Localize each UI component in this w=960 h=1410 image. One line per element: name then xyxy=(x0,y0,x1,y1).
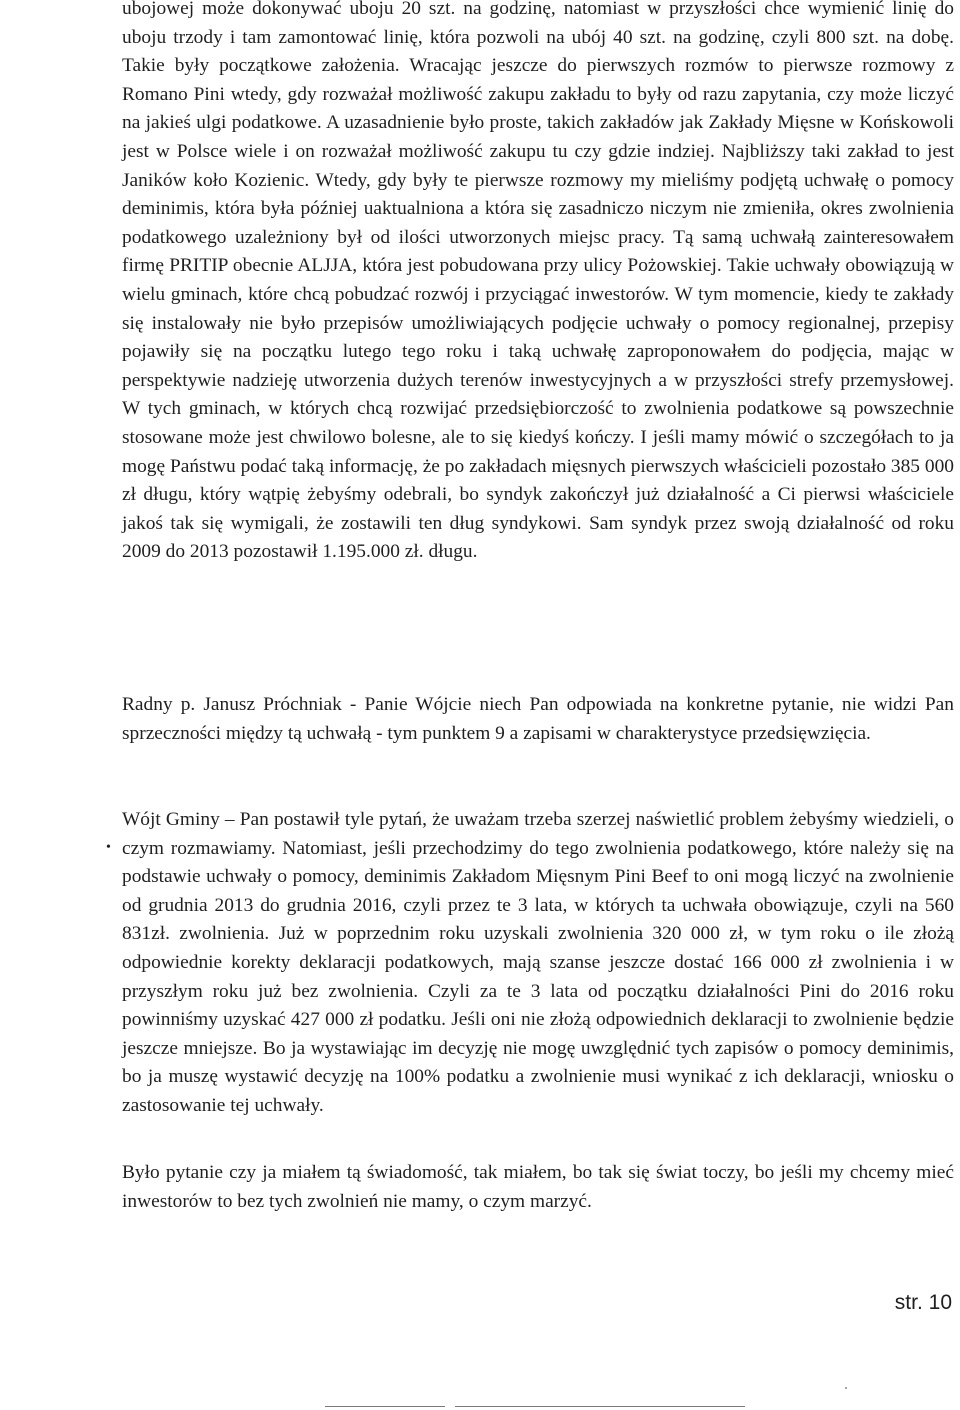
scan-edge-line xyxy=(325,1406,445,1407)
paragraph-wojt-continuation: ubojowej może dokonywać uboju 20 szt. na godzinę, natomiast w przyszłości chce wymienić linię do uboju trzody i tam zamontować linię, która pozwoli na ubój 40 szt. na godzinę, czyli 800 szt. na dobę. Takie były początkowe założenia. Wracając jeszcze do pierwszych rozmów to pierwsze rozmowy z Romano Pini wtedy, gdy rozważał możliwość zakupu zakładu to były od razu zapytania, czy może liczyć na jakieś ulgi podatkowe. A uzasadnienie było proste, takich zakładów jak Zakłady Mięsne w Końskowoli jest w Polsce wiele i on rozważał możliwość zakupu tu czy gdzie indziej. Najbliższy taki zakład to jest Janików koło Kozienic. Wtedy, gdy były te pierwsze rozmowy my mieliśmy podjętą uchwałę o pomocy deminimis, która była później uaktualniona a która się zasadniczo niczym nie zmieniła, okres zwolnienia podatkowego uzależniony był od ilości utworzonych miejsc pracy. Tą samą uchwałą zainteresowałem firmę PRITIP obecnie ALJJA, która jest pobudowana przy ulicy Pożowskiej. Takie uchwały obowiązują w wielu gminach, które chcą pobudzać rozwój i przyciągać inwestorów. W tym momencie, kiedy te zakłady się instalowały nie było przepisów umożliwiających podjęcie uchwały o pomocy regionalnej, przepisy pojawiły się na początku lutego tego roku i taką uchwałę zaproponowałem do podjęcia, mając w perspektywie nadzieję utworzenia dużych terenów inwestycyjnych a w przyszłości strefy przemysłowej. W tych gminach, w których chcą rozwijać przedsiębiorczość to zwolnienia podatkowe są powszechnie stosowane może jest chwilowo bolesne, ale to się kiedyś kończy. I jeśli mamy mówić o szczegółach to ja mogę Państwu podać taką informację, że po zakładach mięsnych pierwszych właścicieli pozostało 385 000 zł długu, który wątpię żebyśmy odebrali, bo syndyk zakończył już działalność a Ci pierwsi właściciele jakoś tak się wymigali, że zostawili ten dług syndykowi. Sam syndyk przez swoją działalność od roku 2009 do 2013 pozostawił 1.195.000 zł. długu. xyxy=(122,0,954,563)
margin-dot-mark: • xyxy=(106,840,111,855)
paragraph-wojt-gminy-reply: Wójt Gminy – Pan postawił tyle pytań, że uważam trzeba szerzej naświetlić problem żebyśmy wiedzieli, o czym rozmawiamy. Natomiast, jeśli przechodzimy do tego zwolnienia podatkowego, które należy się na podstawie uchwały o pomocy, deminimis Zakładom Mięsnym Pini Beef to oni mogą liczyć na zwolnienie od grudnia 2013 do grudnia 2016, czyli przez te 3 lata, w których ta uchwała obowiązuje, czyli na 560 831zł. zwolnienia. Już w poprzednim roku uzyskali zwolnienia 320 000 zł, w tym roku o ile złożą odpowiednie korekty deklaracji podatkowych, mają szanse jeszcze dostać 166 000 zł zwolnienia i w przyszłym roku już bez zwolnienia. Czyli za te 3 lata od początku działalności Pini do 2016 roku powinniśmy uzyskać 427 000 zł podatku. Jeśli oni nie złożą odpowiednich deklaracji to zwolnienie będzie jeszcze mniejsze. Bo ja wystawiając im decyzję nie mogę uwzględnić tych zapisów o pomocy deminimis, bo ja muszę wystawić decyzję na 100% podatku a zwolnienie musi wynikać z ich deklaracji, wniosku o zastosowanie tej uchwały. xyxy=(122,809,954,1116)
paragraph-wojt-closing: Było pytanie czy ja miałem tą świadomość, tak miałem, bo tak się świat toczy, bo jeśli my chcemy mieć inwestorów to bez tych zwolnień nie mamy, o czym marzyć. xyxy=(122,1162,954,1212)
scan-speck xyxy=(845,1387,847,1389)
scan-edge-line xyxy=(455,1406,745,1407)
paragraph-radny-prochniak: Radny p. Janusz Próchniak - Panie Wójcie niech Pan odpowiada na konkretne pytanie, nie widzi Pan sprzeczności między tą uchwałą - tym punktem 9 a zapisami w charakterystyce przedsięwzięcia. xyxy=(122,694,954,744)
page-number: str. 10 xyxy=(894,1291,952,1314)
